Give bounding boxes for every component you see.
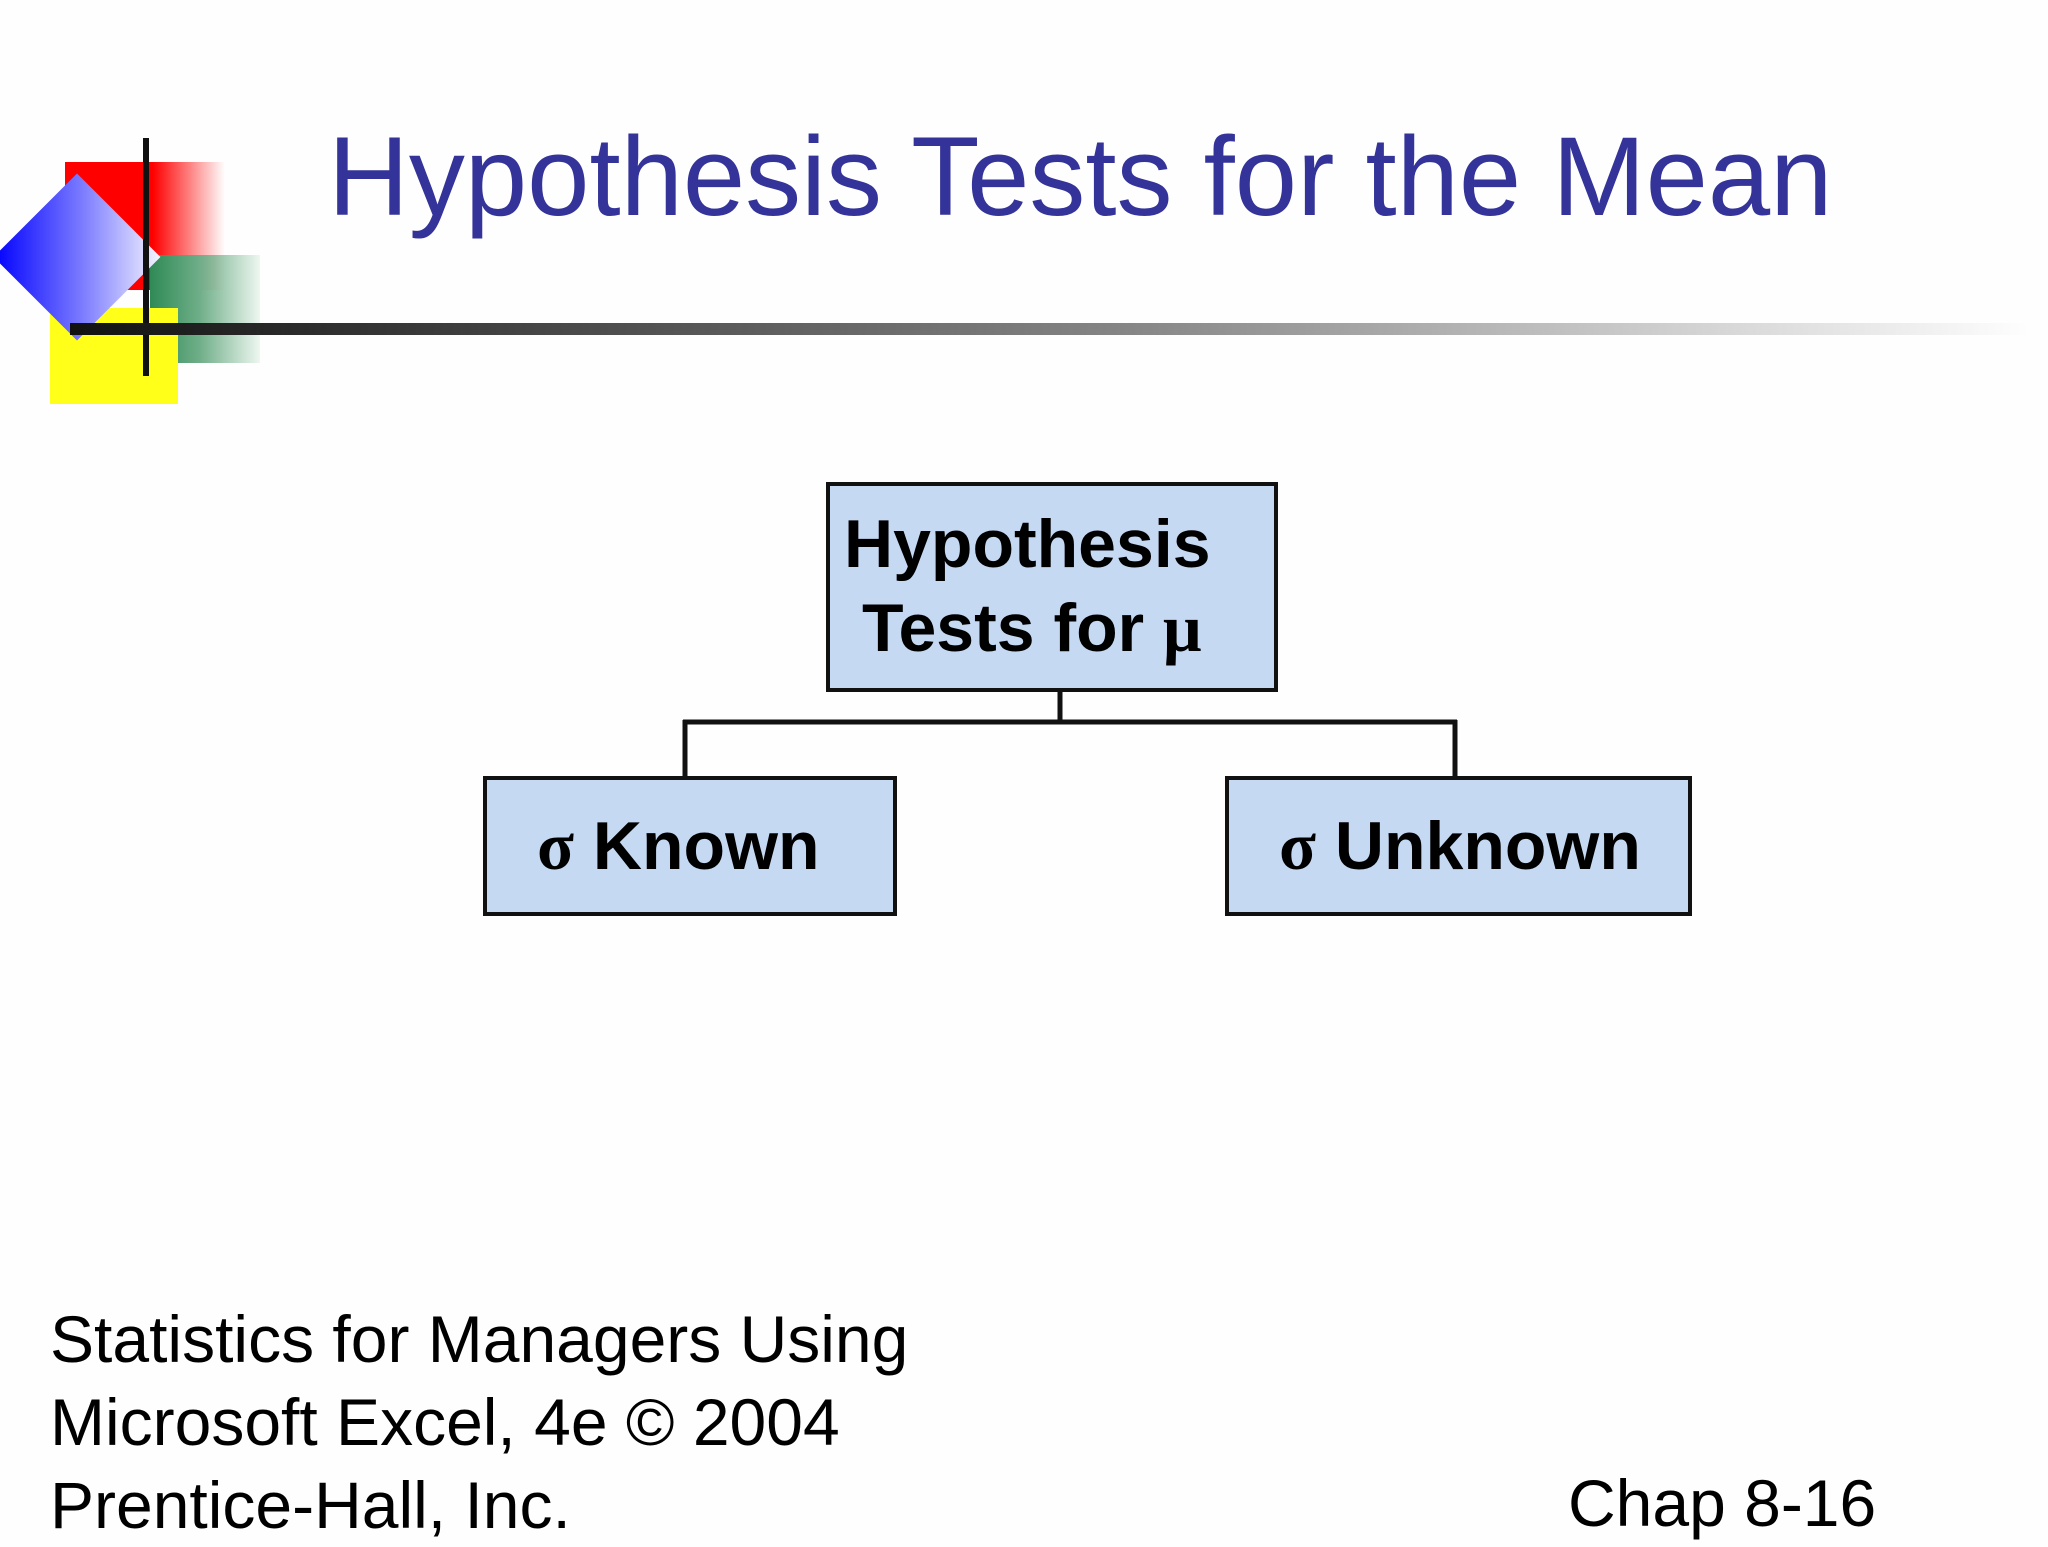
page-number: Chap 8-16	[1568, 1466, 1877, 1540]
root-node-hypothesis-tests	[826, 482, 1278, 692]
footer-line-2: Microsoft Excel, 4e © 2004	[50, 1385, 840, 1459]
root-node-line1: Hypothesis	[844, 506, 1211, 582]
mu-symbol: μ	[1163, 590, 1202, 666]
footer-line-3: Prentice-Hall, Inc.	[50, 1468, 571, 1542]
node-sigma-unknown	[1225, 776, 1692, 916]
title-underline	[70, 323, 2030, 335]
decorative-logo-icon	[0, 130, 270, 410]
node-sigma-known-label: Known	[574, 808, 820, 884]
logo-vertical-bar	[143, 138, 149, 376]
footer-citation	[50, 1298, 908, 1547]
sigma-symbol: σ	[537, 808, 574, 884]
root-node-line2-text: Tests for	[862, 590, 1164, 666]
footer-line-1: Statistics for Managers Using	[50, 1302, 909, 1376]
node-sigma-unknown-label: Unknown	[1316, 808, 1641, 884]
sigma-symbol: σ	[1279, 808, 1316, 884]
root-node-line2	[844, 586, 1274, 670]
slide-title: Hypothesis Tests for the Mean	[328, 114, 1833, 239]
node-sigma-known	[483, 776, 897, 916]
